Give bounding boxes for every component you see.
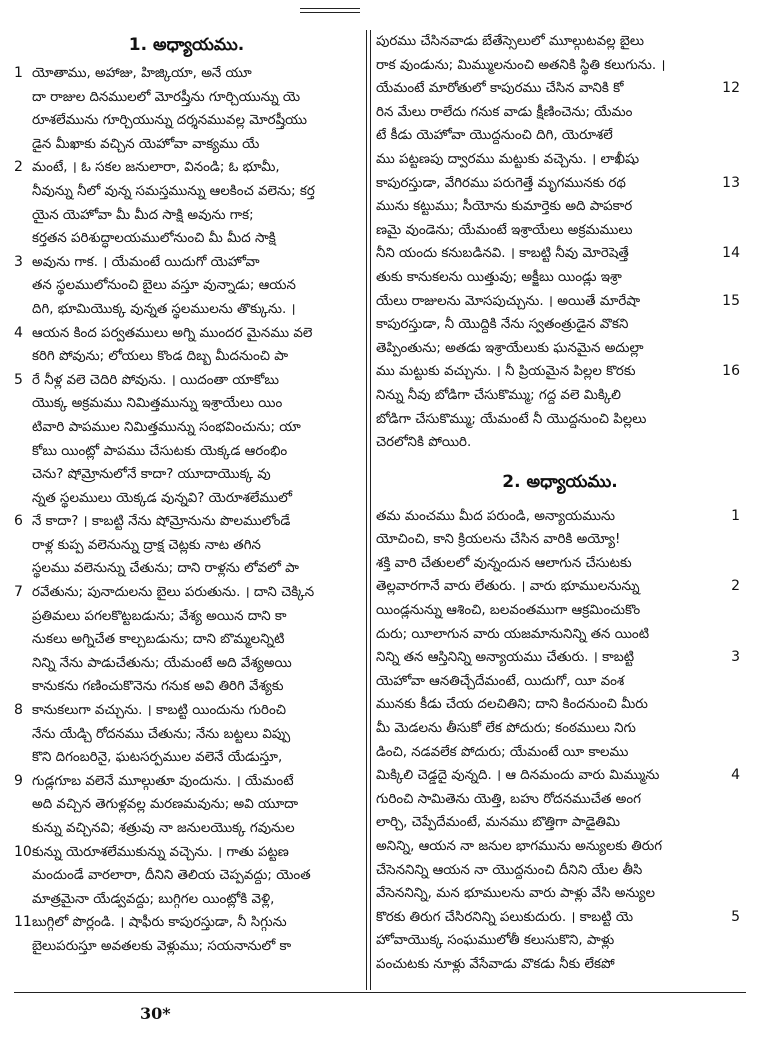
line-text: తుకు కానుకలను యిత్తువు; అక్జీబు యిండ్లు ఇశ్రా (376, 269, 622, 285)
text-line (14, 369, 359, 393)
text-line (14, 723, 359, 747)
line-text: కొరకు తిరుగ చేసిరనిన్ని పలుకుదురు. । కాబట్టి యె (376, 909, 634, 925)
line-text: రిన మేలు రాలేదు గనుక వాడు క్షీణించెను; యేమం (376, 104, 633, 120)
verse-number: 3 (14, 253, 23, 270)
text-line (14, 416, 359, 440)
left-column-lines (14, 62, 359, 959)
verse-number: 11 (14, 914, 32, 931)
line-text: నిన్ని నేను పాడుచేతును; యేమంటే అది వేశ్యఅయి (32, 655, 292, 671)
line-text: మును కట్టుము; సీయోను కుమార్తెకు అది పాపకార (376, 199, 633, 215)
line-text: నేను యేడ్చి రోదనము చేతును; నేను బట్టలు విప్పు (32, 726, 291, 742)
text-line (14, 322, 359, 346)
text-line (374, 693, 746, 717)
line-text: నీని యందు కనుబడినవి. । కాబట్టి నీవు మోరెషెత్తే (376, 246, 629, 262)
scripture-page (14, 14, 746, 996)
text-line (374, 266, 746, 290)
right-column-lines-bottom (374, 505, 746, 977)
line-text: కాపురస్తుడా, నీ యొద్దికి నేను స్వతంత్రుడైన వొకని (376, 317, 629, 333)
verse-number: 12 (722, 80, 740, 97)
line-text: రాళ్ల కుప్ప వలెనున్ను ద్రాక్ష చెట్లకు నాట తగిన (32, 537, 261, 553)
line-text: కున్ను వచ్చినవి; శత్రువు నా జనులయొక్క గవునుల (32, 821, 295, 836)
text-line (14, 841, 359, 865)
text-line (374, 172, 746, 196)
line-text: నీవున్ను నీలో వున్న సమస్తమున్ను ఆలకించ వలెను; కర్త (32, 183, 315, 199)
line-text: కాపురస్తుడా, వేగిరము పరుగెత్తే మృగమునకు రథ (376, 175, 626, 191)
line-text: టివారి పాపముల నిమిత్తమున్ను సంభవించును; యా (32, 419, 301, 435)
text-line (374, 408, 746, 432)
verse-number: 4 (14, 324, 23, 341)
line-text: ఆయన కింద పర్వతములు అగ్ని ముందర మైనము వలె (32, 325, 313, 341)
text-line (374, 741, 746, 765)
text-line (14, 864, 359, 888)
text-line (14, 440, 359, 464)
verse-number: 6 (14, 513, 23, 530)
line-text: రూశలేమును గూర్చియున్ను దర్శనమువల్ల మోరష్తీయు (32, 113, 307, 129)
verse-number: 8 (14, 702, 23, 719)
line-text: మందుండే వారలారా, దీనిని తెలియ చెప్పవద్దు; యెంత (32, 868, 311, 884)
verse-number: 1 (14, 65, 23, 81)
column-divider-2 (370, 30, 371, 990)
line-text: గురించి సామితెను యెత్తి, బహు రోదనముచేత అంగ (376, 791, 641, 807)
right-column-lines-top (374, 30, 746, 455)
line-text: దురు; యీలాగున వారు యజమానునిన్ని తన యింటి (376, 626, 650, 642)
line-text: యేమంటే మారోతులో కాపురము చేసిన వానికి కో (376, 81, 624, 97)
verse-number: 5 (731, 908, 740, 925)
verse-number: 2 (14, 159, 23, 176)
line-text: యేలు రాజులను మోసపుచ్చును. । అయితే మారేషా (376, 293, 641, 309)
text-line (374, 54, 746, 78)
chapter-1-heading: 1. అధ్యాయము. (128, 35, 245, 55)
line-text: యిండ్లనున్ను ఆశించి, బలవంతముగా ఆక్రమించుకొం (376, 603, 641, 619)
text-line (374, 835, 746, 859)
text-line (374, 623, 746, 647)
verse-number: 10 (14, 843, 32, 860)
verse-number: 5 (14, 371, 23, 388)
text-line (374, 384, 746, 408)
line-text: తన స్థలములోనుంచి బైలు వస్తూ వున్నాడు; ఆయన (32, 278, 296, 294)
line-text: దా రాజుల దినములలో మోరష్తీను గూర్చియున్ను యె (32, 89, 301, 105)
line-text: మిక్కిలి చెడ్డదై వున్నది. । ఆ దినమందు వారు మిమ్మును (376, 768, 660, 784)
text-line (374, 219, 746, 243)
text-line (14, 156, 359, 180)
text-line (14, 557, 359, 581)
text-line (14, 298, 359, 322)
line-text: యెహోవా ఆనతిచ్చేదేమంటే, యిదుగో, యీ వంశ (376, 673, 625, 689)
text-line (14, 109, 359, 133)
text-line (14, 204, 359, 228)
text-line (14, 581, 359, 605)
text-line (374, 552, 746, 576)
text-line (374, 360, 746, 384)
text-line (374, 788, 746, 812)
line-text: చేసెననిన్ని ఆయన నా యొద్దనుంచి దీనిని యేల తీసి (376, 862, 643, 878)
line-text: మాత్రమైనా యేడ్వవద్దు; బుగ్గిగల యింట్లోకి వెళ్లి, (32, 891, 275, 907)
chapter-2-heading: 2. అధ్యాయము. (502, 471, 618, 492)
line-text: హోవాయొక్క సంఘములోతీ కలుసుకొని, పాళ్లు (376, 933, 615, 949)
verse-number: 7 (14, 584, 23, 601)
text-line (14, 227, 359, 251)
verse-number: 2 (731, 578, 740, 595)
verse-number: 3 (731, 649, 740, 666)
line-text: డించి, నడవలేక పోదురు; యేమంటే యీ కాలము (376, 744, 629, 760)
text-line (14, 133, 359, 157)
text-line (374, 195, 746, 219)
text-line (374, 30, 746, 54)
line-text: నిన్ను నీవు బోడిగా చేసుకొమ్ము; గద్ద వలె మిక్కిలి (376, 387, 621, 403)
text-line (374, 505, 746, 529)
line-text: తమ మంచము మీద పరుండి, అన్యాయమును (376, 508, 616, 524)
text-line (14, 793, 359, 817)
text-line (14, 86, 359, 110)
page-number: 30* (140, 1004, 171, 1023)
text-line (374, 929, 746, 953)
line-text: డైన మీఖాకు వచ్చిన యెహోవా వాక్యము యే (32, 136, 260, 152)
text-line (374, 670, 746, 694)
text-line (14, 180, 359, 204)
text-line (14, 746, 359, 770)
line-text: రే నీళ్ల వలె చెదిరి పోవును. । యిదంతా యాకోబు (32, 372, 280, 388)
line-text: తెల్లవారగానే వారు లేతురు. । వారు భూములనున్ను (376, 579, 640, 595)
line-text: అనిన్ని, ఆయన నా జనుల భాగమును అన్యులకు తిరుగ (376, 839, 663, 854)
text-line (374, 859, 746, 883)
text-line (14, 770, 359, 794)
line-text: గుడ్లగూబ వలెనే మూల్గుతూ వుందును. । యేమంటే (32, 773, 294, 789)
line-text: పురము చేసినవాడు బేతేస్సెలులో మూల్గుటవల్ల బైలు (376, 34, 645, 49)
verse-number: 13 (722, 174, 740, 191)
line-text: మీ మెడలను తీసుకో లేక పోదురు; కంఠములు నిగు (376, 721, 636, 737)
text-line (14, 274, 359, 298)
text-line (14, 345, 359, 369)
text-line (14, 605, 359, 629)
line-text: వేసెననిన్ని, మన భూములను వారు పాళ్లు వేసి అన్యుల (376, 886, 655, 902)
text-line (14, 487, 359, 511)
text-line (374, 431, 746, 455)
line-text: ము పట్టణపు ద్వారము మట్టుకు వచ్చెను. । లాఖీషు (376, 151, 640, 167)
text-line (14, 888, 359, 912)
text-line (374, 290, 746, 314)
text-line (374, 646, 746, 670)
line-text: కోబు యింట్లో పాపము చేసుటకు యెక్కడ ఆరంభిం (32, 443, 288, 459)
line-text: బోడిగా చేసుకొమ్ము; యేమంటే నీ యొద్దనుంచి పిల్లలు (376, 411, 647, 427)
text-line (374, 77, 746, 101)
line-text: యొక్క అక్రమము నిమిత్తమున్ను ఇశ్రాయేలు యిం (32, 396, 283, 412)
line-text: ణమై వుండెను; యేమంటే ఇశ్రాయేలు అక్రమములు (376, 222, 633, 238)
line-text: పంచుటకు నూళ్లు వేసేవాడు వొకడు నీకు లేకపో (376, 956, 615, 972)
line-text: కరిగి పోవును; లోయలు కొండ దిబ్బ మీదనుంచి పా (32, 349, 289, 365)
text-line (374, 242, 746, 266)
line-text: అవును గాక. । యేమంటే యిదుగో యెహోవా (32, 254, 260, 270)
line-text: నుకలు అగ్నిచేత కాల్చబడును; దాని బొమ్మలన్నిటి (32, 632, 285, 648)
text-line (14, 675, 359, 699)
text-line (374, 528, 746, 552)
line-text: యోతాము, అహాజు, హిజ్కియా, అనే యూ (32, 66, 252, 81)
line-text: మంటే, । ఓ సకల జనులారా, వినండి; ఓ భూమీ, (32, 160, 280, 176)
text-line (374, 313, 746, 337)
line-text: కున్ను యెరూశలేముకున్ను వచ్చెను. । గాతు పట్టణ (32, 844, 289, 860)
right-column (374, 30, 746, 990)
line-text: యైన యెహోవా మీ మీద సాక్షి అవును గాక; (32, 207, 254, 223)
line-text: తెప్పింతును; అతడు ఇశ్రాయేలుకు ఘనమైన అదుల్లా (376, 340, 644, 356)
line-text: స్థలము వలెనున్ను చేతును; దాని రాళ్లను లోవలో పా (32, 561, 299, 577)
bottom-rule (14, 992, 746, 993)
text-line (14, 510, 359, 534)
text-line (374, 575, 746, 599)
text-line (374, 953, 746, 977)
line-text: రవేతును; పునాదులను బైలు పరుతును. । దాని చెక్కిన (32, 585, 315, 601)
text-line (374, 906, 746, 930)
text-line (14, 911, 359, 935)
text-line (14, 699, 359, 723)
text-line (14, 935, 359, 959)
line-text: యోచించి, కాని క్రియలను చేసిన వారికి అయ్యో! (376, 532, 621, 548)
text-line (14, 392, 359, 416)
text-line (374, 124, 746, 148)
left-column (14, 30, 359, 990)
verse-number: 4 (731, 767, 740, 784)
line-text: న్నత స్థలములు యెక్కడ వున్నవి? యెరూశలేములో (32, 490, 293, 506)
text-line (374, 717, 746, 741)
line-text: బుగ్గిలో పొర్లండి. । షాఫీరు కాపురస్తుడా, నీ సిగ్గును (32, 915, 287, 931)
text-line (14, 62, 359, 86)
line-text: కొని దిగంబరినై, ఘటసర్పముల వలెనే యేడుస్తూ, (32, 750, 283, 766)
line-text: నే కాదా? । కాబట్టి నేను షోమ్రోనును పొలములోండే (32, 514, 291, 530)
line-text: కానుకలుగా వచ్చును. । కాబట్టి యిందును గురించి (32, 703, 287, 719)
line-text: టే కీడు యెహోవా యొద్దనుంచి దిగి, యెరూశలే (376, 128, 613, 144)
line-text: కర్తతన పరిశుద్ధాలయములోనుంచి మీ మీద సాక్షి (32, 231, 276, 247)
top-ornament-rule-2 (300, 12, 360, 13)
line-text: మునకు కీడు చేయ దలచితిని; దాని కిందనుంచి మీరు (376, 697, 648, 713)
text-line (14, 251, 359, 275)
text-line (14, 628, 359, 652)
verse-number: 16 (722, 363, 740, 380)
text-line (14, 463, 359, 487)
line-text: బైలుపరుస్తూ అవతలకు వెళ్లుము; సయనానులో కా (32, 938, 292, 954)
line-text: ప్రతిమలు పగలకొట్టబడును; వేశ్య అయిన దాని కా (32, 608, 287, 624)
line-text: రాక వుండును; మిమ్ములనుంచి అతనికి స్థితి కలుగును. । (376, 57, 666, 73)
line-text: శక్తి వారి చేతులలో వున్నందున ఆలాగున చేసుటకు (376, 555, 632, 571)
line-text: నిన్ని తన ఆస్తినిన్ని అన్యాయము చేతురు. । కాబట్టి (376, 650, 635, 666)
text-line (374, 882, 746, 906)
top-ornament-rule (300, 8, 360, 9)
line-text: చెను? షోమ్రోనులోనే కాదా? యూదాయొక్క వు (32, 467, 271, 483)
verse-number: 1 (731, 507, 740, 524)
line-text: దిగి, భూమియొక్క వున్నత స్థలములను తొక్కును. । (32, 301, 296, 317)
verse-number: 15 (722, 292, 740, 309)
text-line (374, 599, 746, 623)
text-line (374, 811, 746, 835)
text-line (374, 101, 746, 125)
column-divider (366, 30, 367, 990)
text-line (374, 148, 746, 172)
text-line (374, 764, 746, 788)
text-line (374, 337, 746, 361)
text-line (14, 652, 359, 676)
line-text: లార్చి, చెప్పేదేమంటే, మనము బొత్తిగా పాడైతిమి (376, 815, 621, 831)
verse-number: 14 (722, 245, 740, 262)
line-text: ము మట్టుకు వచ్చును. । నీ ప్రియమైన పిల్లల కొరకు (376, 364, 636, 380)
verse-number: 9 (14, 772, 23, 789)
text-line (14, 817, 359, 841)
line-text: చెరలోనికి పోయిరి. (376, 435, 472, 451)
line-text: అది వచ్చిన తెగుళ్లవల్ల మరణమవును; అవి యూదా (32, 797, 299, 813)
text-line (14, 534, 359, 558)
line-text: కానుకను గణించుకొనెను గనుక అవి తిరిగి వేశ్యకు (32, 679, 284, 695)
